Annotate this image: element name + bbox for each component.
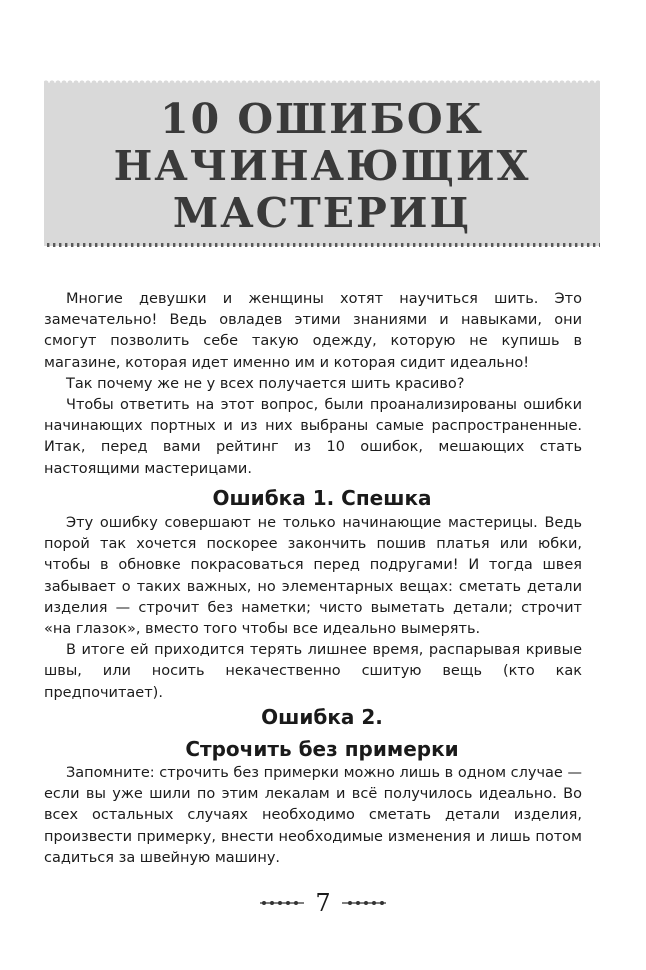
banner-scallop <box>535 80 540 85</box>
banner-stitch <box>53 243 55 247</box>
banner-stitch <box>89 243 91 247</box>
banner-scallop <box>559 80 564 85</box>
title-banner-top-edge <box>44 80 600 90</box>
banner-scallop <box>259 80 264 85</box>
banner-stitch <box>47 243 49 247</box>
intro-paragraph-3: Чтобы ответить на этот вопрос, были проанализированы ошибки начинающих портных и из них выбраны самые распространенные. Итак, перед вами рейтинг из 10 ошибок, мешающих стать настоящими мастерицами. <box>44 397 582 477</box>
banner-scallop <box>151 80 156 85</box>
banner-stitch <box>527 243 529 247</box>
banner-scallop <box>373 80 378 85</box>
banner-stitch <box>521 243 523 247</box>
section-1-text <box>44 513 582 704</box>
banner-stitch <box>599 243 600 247</box>
banner-stitch <box>503 243 505 247</box>
banner-stitch <box>293 243 295 247</box>
banner-stitch <box>143 243 145 247</box>
banner-stitch <box>419 243 421 247</box>
banner-scallop <box>235 80 240 85</box>
banner-stitch <box>275 243 277 247</box>
banner-stitch <box>557 243 559 247</box>
intro-paragraph-2: Так почему же не у всех получается шить красиво? <box>66 375 465 392</box>
banner-stitch <box>551 243 553 247</box>
banner-scallop <box>439 80 444 85</box>
banner-scallop <box>97 80 102 85</box>
banner-scallop <box>421 80 426 85</box>
banner-stitch <box>65 243 67 247</box>
banner-scallop <box>571 80 576 85</box>
banner-scallop <box>403 80 408 85</box>
banner-scallop <box>169 80 174 85</box>
banner-stitch <box>515 243 517 247</box>
banner-stitch <box>221 243 223 247</box>
banner-scallop <box>277 80 282 85</box>
banner-scallop <box>541 80 546 85</box>
banner-stitch <box>317 243 319 247</box>
banner-stitch <box>323 243 325 247</box>
banner-stitch <box>191 243 193 247</box>
banner-scallop <box>319 80 324 85</box>
banner-scallop <box>433 80 438 85</box>
banner-stitch <box>413 243 415 247</box>
banner-scallop <box>295 80 300 85</box>
banner-stitch <box>59 243 61 247</box>
banner-scallop <box>91 80 96 85</box>
banner-stitch <box>347 243 349 247</box>
banner-stitch <box>203 243 205 247</box>
banner-scallop <box>205 80 210 85</box>
banner-scallop <box>271 80 276 85</box>
banner-stitch <box>161 243 163 247</box>
banner-scallop <box>565 80 570 85</box>
banner-stitch <box>425 243 427 247</box>
banner-scallop <box>211 80 216 85</box>
title-banner-bottom-edge <box>44 238 600 248</box>
banner-scallop <box>301 80 306 85</box>
banner-stitch <box>509 243 511 247</box>
banner-scallop <box>499 80 504 85</box>
banner-stitch <box>485 243 487 247</box>
banner-scallop <box>73 80 78 85</box>
banner-scallop <box>385 80 390 85</box>
banner-scallop <box>127 80 132 85</box>
banner-scallop <box>547 80 552 85</box>
banner-stitch <box>299 243 301 247</box>
banner-scallop <box>85 80 90 85</box>
banner-scallop <box>61 80 66 85</box>
banner-stitch <box>77 243 79 247</box>
banner-scallop <box>487 80 492 85</box>
banner-stitch <box>365 243 367 247</box>
banner-stitch <box>71 243 73 247</box>
banner-stitch <box>131 243 133 247</box>
banner-stitch <box>461 243 463 247</box>
banner-scallop <box>397 80 402 85</box>
banner-scallop <box>67 80 72 85</box>
banner-scallop <box>583 80 588 85</box>
banner-scallop <box>175 80 180 85</box>
banner-stitch <box>227 243 229 247</box>
banner-stitch <box>239 243 241 247</box>
banner-stitch <box>563 243 565 247</box>
banner-scallop <box>343 80 348 85</box>
banner-stitch <box>473 243 475 247</box>
banner-stitch <box>149 243 151 247</box>
banner-stitch <box>497 243 499 247</box>
banner-stitch <box>383 243 385 247</box>
banner-stitch <box>263 243 265 247</box>
banner-scallop <box>469 80 474 85</box>
banner-stitch <box>581 243 583 247</box>
banner-scallop <box>529 80 534 85</box>
banner-stitch <box>575 243 577 247</box>
banner-scallop <box>289 80 294 85</box>
banner-stitch <box>569 243 571 247</box>
banner-scallop <box>253 80 258 85</box>
banner-scallop <box>391 80 396 85</box>
banner-scallop <box>511 80 516 85</box>
banner-scallop <box>145 80 150 85</box>
banner-scallop <box>367 80 372 85</box>
banner-stitch <box>287 243 289 247</box>
banner-scallop <box>241 80 246 85</box>
banner-stitch <box>119 243 121 247</box>
banner-scallop <box>415 80 420 85</box>
banner-stitch <box>401 243 403 247</box>
banner-stitch <box>83 243 85 247</box>
banner-scallop <box>427 80 432 85</box>
section-1-paragraph-1: Эту ошибку совершают не только начинающие мастерицы. Ведь порой так хочется поскорее закончить пошив платья или юбки, чтобы в обновке покрасоваться перед подругами! И тогда швея забывает о таких важных, но элементарных вещах: сметать детали изделия — строчит без наметки; чисто выметать детали; строчит «на глазок», вместо того чтобы все идеально вымерять. <box>44 515 582 638</box>
banner-stitch <box>245 243 247 247</box>
banner-stitch <box>305 243 307 247</box>
banner-stitch <box>407 243 409 247</box>
banner-stitch <box>251 243 253 247</box>
banner-scallop <box>313 80 318 85</box>
section-2-heading-line-1: Ошибка 2. <box>261 705 383 729</box>
banner-scallop <box>523 80 528 85</box>
banner-scallop <box>331 80 336 85</box>
banner-scallop <box>181 80 186 85</box>
chapter-title <box>44 96 600 237</box>
chapter-title-line-1: 10 ОШИБОК <box>160 95 484 143</box>
banner-stitch <box>113 243 115 247</box>
banner-scallop <box>451 80 456 85</box>
banner-stitch <box>389 243 391 247</box>
banner-stitch <box>329 243 331 247</box>
banner-stitch <box>455 243 457 247</box>
banner-stitch <box>377 243 379 247</box>
banner-scallop <box>553 80 558 85</box>
banner-scallop <box>109 80 114 85</box>
intro-paragraph-1: Многие девушки и женщины хотят научиться шить. Это замечательно! Ведь овладев этими знаниями и навыками, они смогут позволить себе такую одежду, которую не купишь в магазине, которая идет именно им и которая сидит идеально! <box>44 291 582 371</box>
banner-stitch <box>353 243 355 247</box>
banner-stitch <box>593 243 595 247</box>
banner-scallop <box>379 80 384 85</box>
banner-scallop <box>139 80 144 85</box>
banner-scallop <box>589 80 594 85</box>
banner-stitch <box>281 243 283 247</box>
banner-stitch <box>335 243 337 247</box>
section-2-paragraph-1: Запомните: строчить без примерки можно лишь в одном случае — если вы уже шили по этим лекалам и всё получилось идеально. Во всех остальных случаях необходимо сметать детали изделия, произвести примерку, внести необходимые изменения и лишь потом садиться за швейную машину. <box>44 765 582 866</box>
ornament-left-icon <box>260 898 304 908</box>
banner-stitch <box>209 243 211 247</box>
banner-stitch <box>185 243 187 247</box>
banner-scallop <box>199 80 204 85</box>
banner-scallop <box>55 80 60 85</box>
banner-scallop <box>193 80 198 85</box>
section-2-text <box>44 763 582 869</box>
banner-stitch <box>341 243 343 247</box>
banner-scallop <box>475 80 480 85</box>
banner-scallop <box>517 80 522 85</box>
banner-stitch <box>539 243 541 247</box>
banner-scallop <box>355 80 360 85</box>
banner-stitch <box>443 243 445 247</box>
banner-stitch <box>533 243 535 247</box>
banner-stitch <box>233 243 235 247</box>
chapter-title-line-2: НАЧИНАЮЩИХ <box>113 142 531 190</box>
banner-scallop <box>463 80 468 85</box>
ornament-right-icon <box>342 898 386 908</box>
banner-stitch <box>431 243 433 247</box>
banner-stitch <box>269 243 271 247</box>
banner-stitch <box>101 243 103 247</box>
section-1-paragraph-2: В итоге ей приходится терять лишнее время, распарывая кривые швы, или носить некачественно сшитую вещь (кто как предпочитает). <box>44 642 582 701</box>
banner-stitch <box>173 243 175 247</box>
banner-scallop <box>445 80 450 85</box>
banner-stitch <box>257 243 259 247</box>
banner-scallop <box>217 80 222 85</box>
banner-stitch <box>311 243 313 247</box>
banner-stitch <box>179 243 181 247</box>
banner-scallop <box>133 80 138 85</box>
banner-scallop <box>361 80 366 85</box>
section-1-heading: Ошибка 1. Спешка <box>212 486 432 510</box>
banner-scallop <box>223 80 228 85</box>
banner-scallop <box>79 80 84 85</box>
banner-stitch <box>137 243 139 247</box>
banner-stitch <box>545 243 547 247</box>
banner-stitch <box>395 243 397 247</box>
banner-scallop <box>49 80 54 85</box>
section-2-heading-line-2: Строчить без примерки <box>185 737 459 761</box>
banner-scallop <box>577 80 582 85</box>
banner-scallop <box>349 80 354 85</box>
banner-scallop <box>283 80 288 85</box>
banner-scallop <box>337 80 342 85</box>
banner-scallop <box>157 80 162 85</box>
page-number-footer <box>260 888 386 918</box>
chapter-title-line-3: МАСТЕРИЦ <box>172 189 472 237</box>
banner-stitch <box>95 243 97 247</box>
banner-stitch <box>107 243 109 247</box>
banner-scallop <box>265 80 270 85</box>
banner-stitch <box>449 243 451 247</box>
banner-scallop <box>115 80 120 85</box>
banner-scallop <box>103 80 108 85</box>
banner-stitch <box>467 243 469 247</box>
banner-scallop <box>247 80 252 85</box>
banner-scallop <box>121 80 126 85</box>
banner-stitch <box>197 243 199 247</box>
banner-stitch <box>491 243 493 247</box>
page-number: 7 <box>315 889 331 917</box>
banner-stitch <box>479 243 481 247</box>
banner-stitch <box>155 243 157 247</box>
banner-scallop <box>325 80 330 85</box>
banner-stitch <box>215 243 217 247</box>
banner-stitch <box>587 243 589 247</box>
banner-scallop <box>163 80 168 85</box>
banner-scallop <box>307 80 312 85</box>
banner-scallop <box>409 80 414 85</box>
banner-stitch <box>437 243 439 247</box>
banner-scallop <box>229 80 234 85</box>
banner-scallop <box>457 80 462 85</box>
banner-scallop <box>481 80 486 85</box>
banner-stitch <box>359 243 361 247</box>
intro-text <box>44 289 582 480</box>
banner-scallop <box>493 80 498 85</box>
banner-stitch <box>371 243 373 247</box>
banner-stitch <box>167 243 169 247</box>
banner-scallop <box>505 80 510 85</box>
banner-stitch <box>125 243 127 247</box>
banner-scallop <box>187 80 192 85</box>
